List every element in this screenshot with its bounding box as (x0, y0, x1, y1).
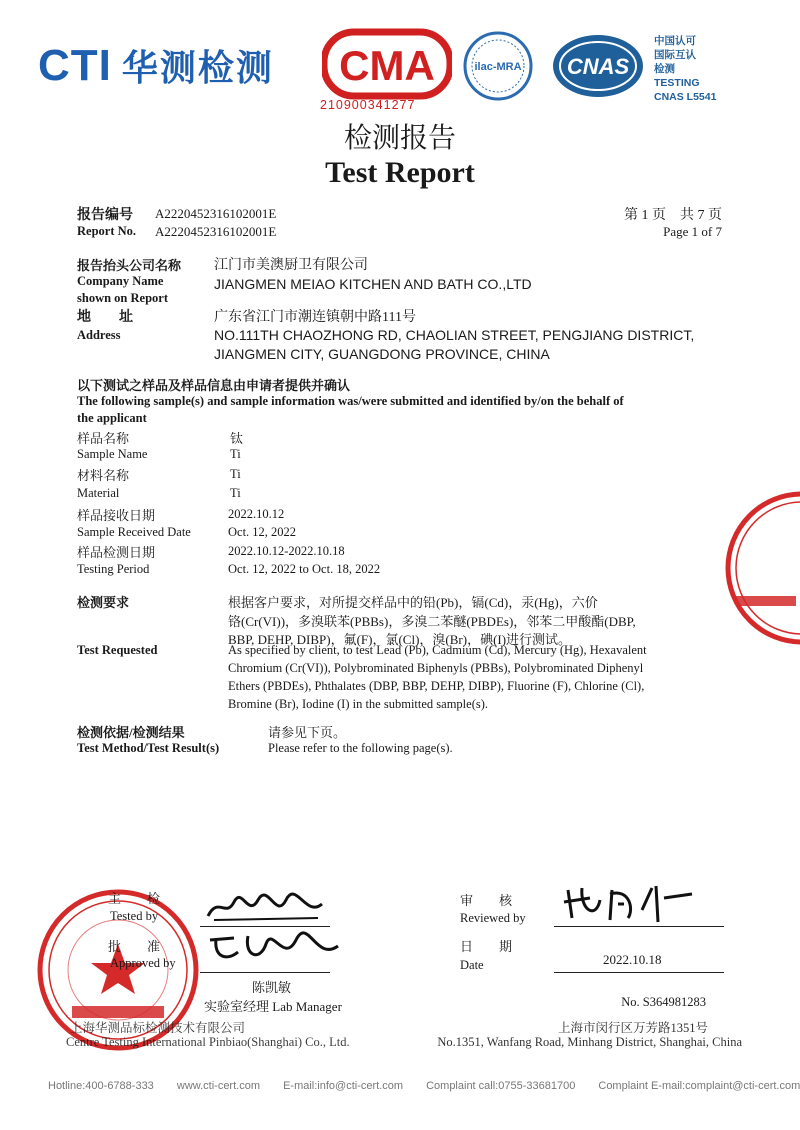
footer-hotline: Hotline:400-6788-333 (48, 1080, 154, 1092)
received-label-cn: 样品接收日期 (77, 508, 156, 523)
material-label-en: Material (77, 486, 120, 500)
lab-manager-name: 陈凯敏 (252, 980, 292, 995)
cnas-logo (550, 32, 646, 100)
testing-label-cn: 样品检测日期 (77, 545, 156, 560)
report-title-en: Test Report (325, 156, 475, 189)
testing-value-cn: 2022.10.12-2022.10.18 (228, 544, 345, 558)
sample-name-value-cn: 钛 (230, 431, 244, 446)
material-value-cn: Ti (230, 467, 241, 481)
approved-by-line (200, 972, 330, 973)
address-footer-en: No.1351, Wanfang Road, Minhang District, Shanghai, China (437, 1035, 742, 1049)
cma-number: 210900341277 (320, 98, 416, 112)
cnas-side-line: 中国认可 (654, 35, 696, 47)
sample-name-value-en: Ti (230, 447, 241, 461)
lab-manager-title: 实验室经理 Lab Manager (204, 999, 342, 1014)
requested-en-line-3: Ethers (PBDEs), Phthalates (DBP, BBP, DEHP, DIBP), Fluorine (F), Chlorine (Cl), (228, 679, 645, 693)
received-value-cn: 2022.10.12 (228, 507, 285, 521)
page-number-en: Page 1 of 7 (663, 224, 722, 239)
tested-by-label-en: Tested by (110, 909, 159, 923)
reviewed-by-line (554, 926, 724, 927)
cti-logo (38, 40, 274, 91)
address-en-line-1: NO.111TH CHAOZHONG RD, CHAOLIAN STREET, PENGJIANG DISTRICT, (214, 327, 695, 343)
method-value-en: Please refer to the following page(s). (268, 741, 453, 755)
cnas-mark-text: CNAS (566, 54, 630, 79)
sample-intro-cn: 以下测试之样品及样品信息由申请者提供并确认 (77, 378, 351, 393)
company-name-cn-footer: 上海华测品标检测技术有限公司 (70, 1021, 246, 1035)
footer-complaint-call: Complaint call:0755-33681700 (426, 1080, 576, 1092)
cti-logo-cn: 华测检测 (121, 48, 274, 89)
address-footer-cn: 上海市闵行区万芳路1351号 (557, 1021, 708, 1035)
approved-by-label-en: Approved by (110, 956, 176, 970)
cnas-side-line: TESTING (654, 77, 700, 89)
material-value-en: Ti (230, 486, 241, 500)
received-value-en: Oct. 12, 2022 (228, 525, 297, 539)
reviewed-by-label-en: Reviewed by (460, 911, 526, 925)
report-no-label-en: Report No. (77, 224, 137, 238)
partial-red-stamp (722, 488, 800, 648)
requested-cn-line-1: 根据客户要求，对所提交样品中的铅(Pb)，镉(Cd)，汞(Hg)，六价 (228, 595, 598, 610)
requested-en-line-2: Chromium (Cr(VI)), Polybrominated Biphenyls (PBBs), Polybrominated Diphenyl (228, 661, 644, 675)
company-name-en: JIANGMEN MEIAO KITCHEN AND BATH CO.,LTD (214, 276, 532, 292)
ilac-mra-logo (462, 30, 534, 102)
address-cn: 广东省江门市潮连镇朝中路111号 (214, 310, 416, 325)
method-value-cn: 请参见下页。 (268, 725, 347, 740)
date-value: 2022.10.18 (603, 952, 662, 967)
tested-by-label-cn: 主 检 (108, 891, 161, 906)
cti-logo-text: CTI (38, 40, 112, 90)
cnas-side-line: 国际互认 (654, 49, 696, 61)
report-no-label-cn: 报告编号 (77, 208, 133, 223)
cnas-side-line: CNAS L5541 (654, 91, 717, 103)
company-label-cn: 报告抬头公司名称 (77, 258, 182, 273)
requested-label-en: Test Requested (77, 643, 158, 657)
company-label-en-2: shown on Report (77, 291, 168, 305)
page-footer (48, 1080, 800, 1092)
method-label-en: Test Method/Test Result(s) (77, 741, 220, 755)
address-label-en: Address (77, 328, 121, 342)
approved-by-signature (204, 926, 344, 970)
approved-by-label-cn: 批 准 (108, 939, 161, 954)
cnas-side-line: 检测 (654, 63, 675, 75)
report-title-cn: 检测报告 (343, 121, 456, 154)
requested-label-cn: 检测要求 (77, 595, 130, 610)
testing-label-en: Testing Period (77, 562, 150, 576)
sample-name-label-cn: 样品名称 (77, 431, 130, 446)
report-no-value-en: A2220452316102001E (155, 224, 277, 239)
cma-logo (322, 28, 452, 100)
footer-website: www.cti-cert.com (176, 1080, 260, 1092)
footer-complaint-email: Complaint E-mail:complaint@cti-cert.com (598, 1080, 800, 1092)
address-label-cn: 地 址 (77, 310, 133, 325)
requested-en-line-4: Bromine (Br), Iodine (I) in the submitted sample(s). (228, 697, 489, 711)
requested-cn-line-2: 铬(Cr(VI))，多溴联苯(PBBs)，多溴二苯醚(PBDEs)，邻苯二甲酸酯(DBP, (228, 614, 636, 629)
sample-name-label-en: Sample Name (77, 447, 148, 461)
requested-cn-line-3: BBP, DEHP, DIBP)，氟(F)，氯(Cl)，溴(Br)，碘(I)进行测试。 (228, 632, 572, 647)
date-label-en: Date (460, 958, 484, 972)
cnas-accreditation-text (654, 34, 716, 104)
testing-value-en: Oct. 12, 2022 to Oct. 18, 2022 (228, 562, 381, 576)
sample-intro-en-1: The following sample(s) and sample information was/were submitted and identified by/on the behalf of (77, 394, 624, 408)
report-no-value: A2220452316102001E (155, 206, 277, 221)
cma-mark-text: CMA (339, 42, 435, 89)
footer-email: E-mail:info@cti-cert.com (283, 1080, 404, 1092)
company-label-en: Company Name (77, 274, 164, 288)
address-en-line-2: JIANGMEN CITY, GUANGDONG PROVINCE, CHINA (214, 346, 550, 362)
company-name-cn: 江门市美澳厨卫有限公司 (214, 258, 368, 273)
received-label-en: Sample Received Date (77, 525, 191, 539)
reviewed-by-label-cn: 审 核 (460, 893, 513, 908)
date-line (554, 972, 724, 973)
material-label-cn: 材料名称 (77, 468, 130, 483)
tested-by-signature (200, 888, 330, 928)
ilac-mark-text: ilac-MRA (474, 61, 522, 73)
sample-intro-en-2: the applicant (77, 411, 147, 425)
requested-en-line-1: As specified by client, to test Lead (Pb), Cadmium (Cd), Mercury (Hg), Hexavalent (228, 643, 647, 657)
reviewed-by-signature (560, 880, 700, 926)
page-number-cn: 第 1 页 共 7 页 (624, 208, 722, 223)
date-label-cn: 日 期 (460, 939, 513, 954)
serial-number: No. S364981283 (621, 995, 706, 1009)
method-label-cn: 检测依据/检测结果 (77, 725, 185, 740)
company-name-en-footer: Centre Testing International Pinbiao(Shanghai) Co., Ltd. (66, 1035, 350, 1049)
